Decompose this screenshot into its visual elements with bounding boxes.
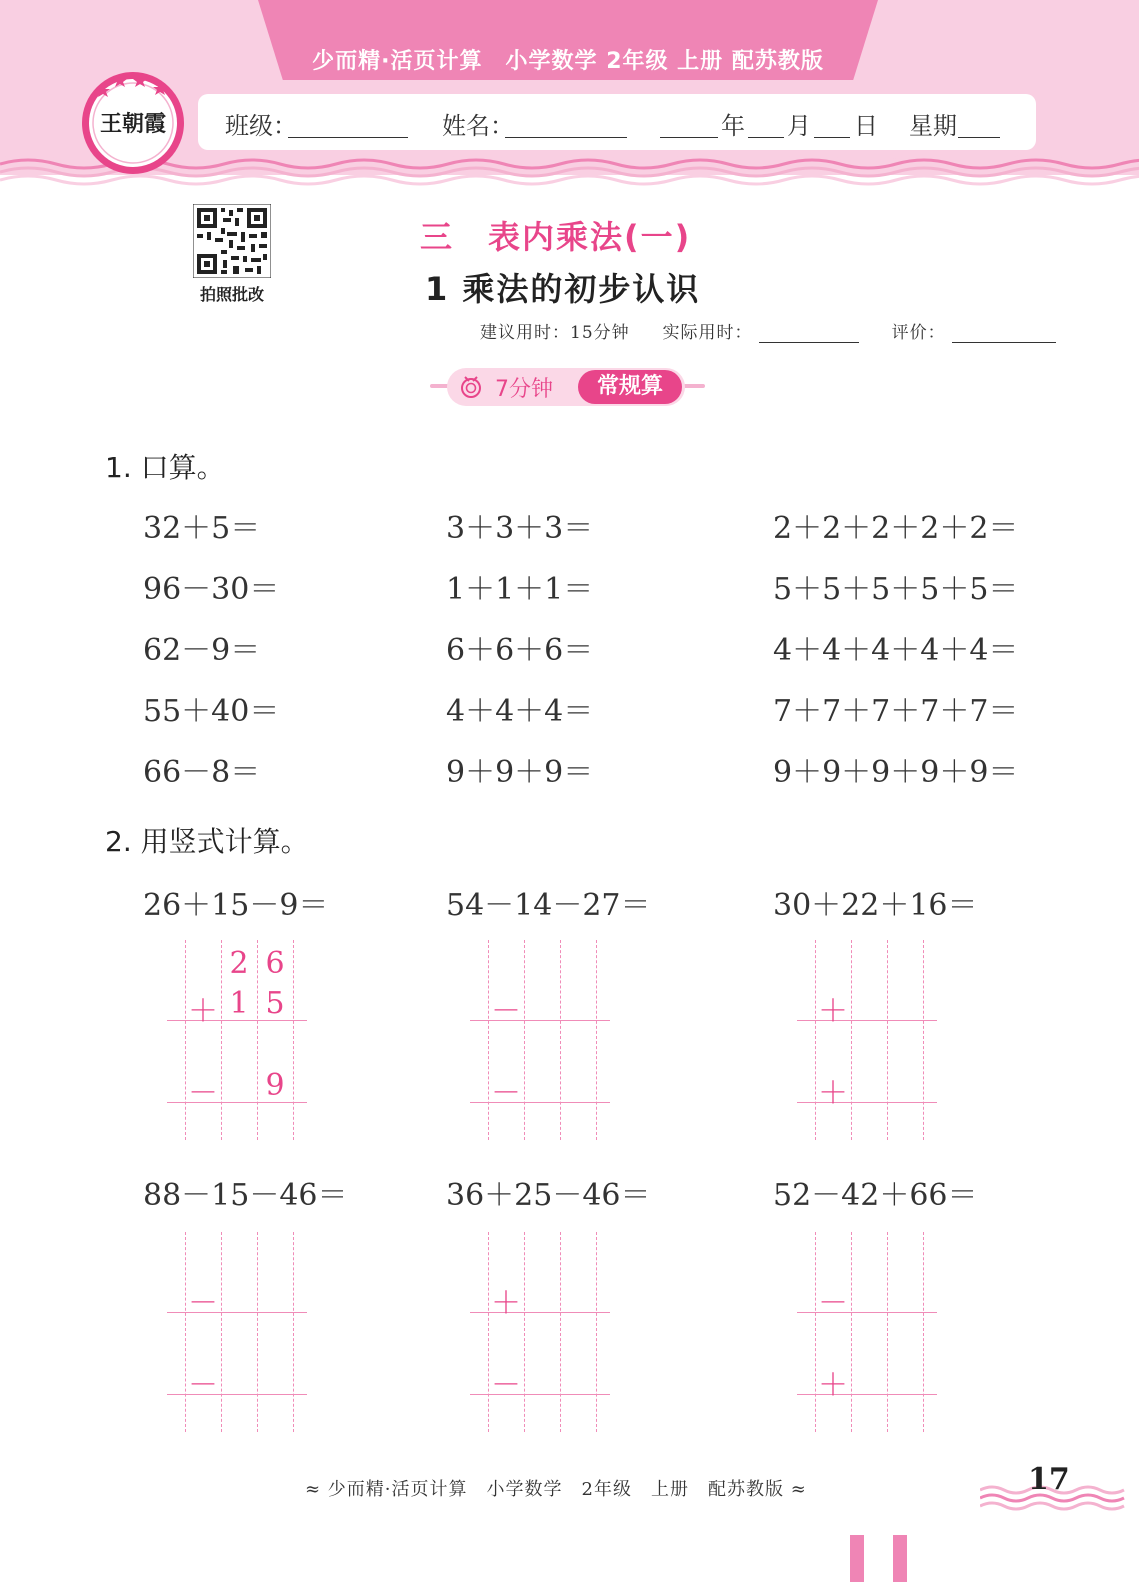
grid-column-line: [596, 1232, 597, 1432]
month-field[interactable]: [748, 107, 784, 138]
series-title: 少而精·活页计算 小学数学 2年级 上册 配苏教版: [312, 49, 824, 74]
oral-calc-expression: 6＋6＋6＝: [446, 633, 594, 668]
class-field[interactable]: [288, 107, 408, 138]
medal-icon: [459, 375, 483, 399]
grid-column-line: [293, 940, 294, 1140]
grid-column-line: [851, 940, 852, 1140]
name-label: 姓名：: [442, 112, 514, 140]
year-field[interactable]: [660, 107, 718, 138]
oral-calc-expression: 9＋9＋9＝: [446, 755, 594, 790]
page-number: 17: [1028, 1462, 1070, 1497]
qr-code-icon[interactable]: [193, 204, 271, 278]
lesson-title: 1 乘法的初步认识: [425, 270, 701, 308]
vertical-calc-cell[interactable]: ＋: [818, 1076, 848, 1111]
section1-title: 1. 口算。: [105, 451, 225, 484]
oral-calc-expression: 3＋3＋3＝: [446, 511, 594, 546]
evaluation-field[interactable]: [952, 326, 1056, 343]
evaluation-label: 评价：: [891, 323, 946, 343]
oral-calc-expression: 2＋2＋2＋2＋2＝: [773, 511, 1019, 546]
oral-calc-expression: 4＋4＋4＝: [446, 694, 594, 729]
oral-calc-expression: 96－30＝: [143, 572, 280, 607]
vertical-calc-expression: 36＋25－46＝: [446, 1178, 651, 1213]
oral-calc-expression: 4＋4＋4＋4＋4＝: [773, 633, 1019, 668]
vertical-calc-cell[interactable]: 6: [265, 946, 285, 981]
oral-calc-expression: 7＋7＋7＋7＋7＝: [773, 694, 1019, 729]
time-meta-row: [480, 318, 1056, 343]
oral-calc-expression: 55＋40＝: [143, 694, 280, 729]
footer-text: ≈ 少而精·活页计算 小学数学 2年级 上册 配苏教版 ≈: [305, 1479, 807, 1500]
vertical-calc-cell[interactable]: 5: [265, 986, 285, 1021]
name-field[interactable]: [505, 107, 627, 138]
vertical-calc-cell[interactable]: －: [818, 1286, 848, 1321]
month-label: 月: [787, 112, 811, 140]
grid-column-line: [524, 1232, 525, 1432]
vertical-calc-cell[interactable]: －: [188, 1286, 218, 1321]
year-label: 年: [721, 112, 745, 140]
oral-calc-expression: 9＋9＋9＋9＋9＝: [773, 755, 1019, 790]
oral-calc-expression: 1＋1＋1＝: [446, 572, 594, 607]
grid-column-line: [560, 940, 561, 1140]
grid-column-line: [887, 940, 888, 1140]
grid-column-line: [293, 1232, 294, 1432]
vertical-calc-expression: 30＋22＋16＝: [773, 888, 978, 923]
grid-column-line: [887, 1232, 888, 1432]
qr-label: 拍照批改: [199, 285, 264, 304]
vertical-calc-cell[interactable]: －: [491, 994, 521, 1029]
oral-calc-expression: 5＋5＋5＋5＋5＝: [773, 572, 1019, 607]
brand-logo: [80, 70, 186, 176]
vertical-calc-cell[interactable]: ＋: [188, 994, 218, 1029]
day-field[interactable]: [814, 107, 850, 138]
vertical-calc-cell[interactable]: ＋: [818, 1368, 848, 1403]
vertical-calc-cell[interactable]: －: [491, 1368, 521, 1403]
pill-time: 7分钟: [495, 377, 553, 402]
pill-badge: 常规算: [578, 370, 682, 404]
vertical-calc-cell[interactable]: －: [188, 1076, 218, 1111]
vertical-calc-cell[interactable]: －: [188, 1368, 218, 1403]
grid-column-line: [923, 1232, 924, 1432]
grid-column-line: [851, 1232, 852, 1432]
vertical-calc-expression: 54－14－27＝: [446, 888, 651, 923]
weekday-field[interactable]: [958, 107, 1000, 138]
vertical-calc-cell[interactable]: 2: [229, 946, 249, 981]
oral-calc-expression: 66－8＝: [143, 755, 261, 790]
oral-calc-expression: 32＋5＝: [143, 511, 261, 546]
section2-title: 2. 用竖式计算。: [105, 825, 309, 858]
vertical-calc-expression: 88－15－46＝: [143, 1178, 348, 1213]
suggested-time: 建议用时：15分钟: [480, 323, 630, 343]
vertical-calc-cell[interactable]: 1: [229, 986, 249, 1021]
grid-column-line: [257, 1232, 258, 1432]
svg-text:王朝霞: 王朝霞: [99, 111, 167, 137]
bottom-bar-left: [850, 1535, 864, 1582]
class-label: 班级：: [225, 112, 297, 140]
day-label: 日: [854, 112, 878, 140]
oral-calc-expression: 62－9＝: [143, 633, 261, 668]
vertical-calc-cell[interactable]: －: [491, 1076, 521, 1111]
vertical-calc-cell[interactable]: ＋: [491, 1286, 521, 1321]
bottom-bar-right: [893, 1535, 907, 1582]
grid-column-line: [923, 940, 924, 1140]
vertical-calc-expression: 52－42＋66＝: [773, 1178, 978, 1213]
grid-column-line: [560, 1232, 561, 1432]
vertical-calc-cell[interactable]: ＋: [818, 994, 848, 1029]
chapter-title: 三 表内乘法(一): [420, 218, 692, 256]
grid-column-line: [524, 940, 525, 1140]
actual-time-label: 实际用时：: [662, 323, 753, 343]
vertical-calc-cell[interactable]: 9: [265, 1068, 285, 1103]
vertical-calc-expression: 26＋15－9＝: [143, 888, 329, 923]
grid-column-line: [221, 1232, 222, 1432]
actual-time-field[interactable]: [759, 326, 859, 343]
grid-column-line: [596, 940, 597, 1140]
weekday-label: 星期: [909, 112, 957, 140]
